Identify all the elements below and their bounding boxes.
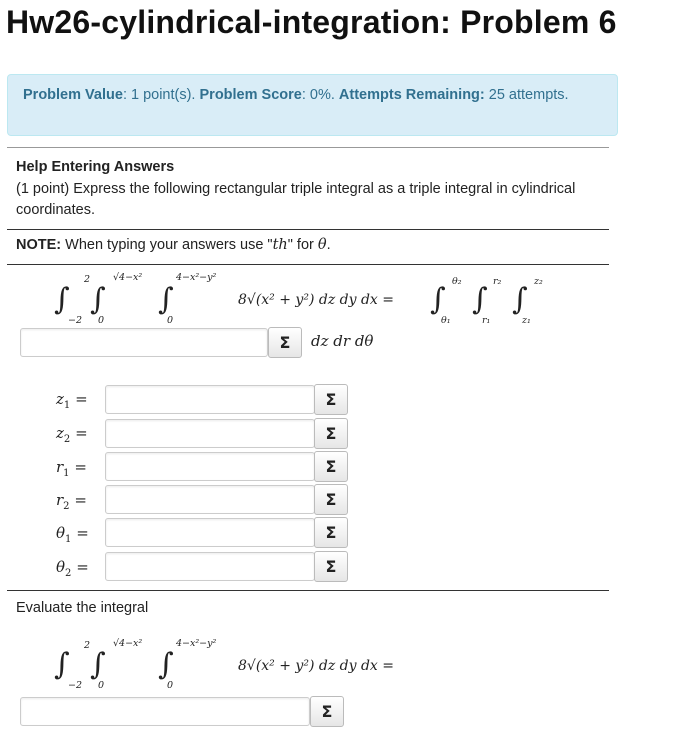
var-subscript: 1 <box>63 468 70 479</box>
integral-sign: ∫ <box>90 282 106 317</box>
integrand-answer-input[interactable] <box>20 328 268 357</box>
mid-upper-limit: √4−x² <box>113 638 143 649</box>
cyl-outer-lower-limit: θ₁ <box>441 315 451 326</box>
problem-info-box <box>7 74 618 136</box>
divider <box>7 147 609 148</box>
r2-label <box>56 491 100 512</box>
cyl-mid-lower-limit: r₁ <box>482 315 491 326</box>
divider <box>7 264 609 265</box>
var-subscript: 2 <box>65 568 72 579</box>
note-text: When typing your answers use " <box>61 237 273 253</box>
outer-lower-limit: −2 <box>68 315 83 326</box>
page-title: Hw26-cylindrical-integration: Problem 6 <box>6 4 617 40</box>
r2-equation-editor-button[interactable]: Σ <box>314 484 348 515</box>
integral-sign: ∫ <box>90 647 106 682</box>
integrand: 8√(x² + y²) dz dy dx = <box>238 292 395 308</box>
var-subscript: 1 <box>63 400 71 411</box>
r1-equation-editor-button[interactable]: Σ <box>314 451 348 482</box>
integral-sign: ∫ <box>158 282 174 317</box>
note-text: . <box>326 237 331 253</box>
theta1-input[interactable] <box>105 518 315 547</box>
inner-upper-limit: 4−x²−y² <box>176 638 217 649</box>
equals-sign: = <box>74 458 87 476</box>
z1-equation-editor-button[interactable]: Σ <box>314 384 348 415</box>
z2-equation-editor-button[interactable]: Σ <box>314 418 348 449</box>
equals-sign: = <box>74 491 87 509</box>
problem-score-label: Problem Score <box>199 87 302 103</box>
help-heading[interactable]: Help Entering Answers <box>16 159 175 175</box>
inner-upper-limit: 4−x²−y² <box>176 272 217 283</box>
theta2-input[interactable] <box>105 552 315 581</box>
note-text: " for <box>287 237 318 253</box>
outer-lower-limit: −2 <box>68 680 83 691</box>
var-symbol: r <box>56 491 64 509</box>
equals-sign: = <box>76 558 89 576</box>
z2-label <box>56 424 100 445</box>
equals-sign: = <box>76 524 89 542</box>
problem-prompt: (1 point) Express the following rectangular triple integral as a triple integral in cylindrical coordinates. <box>16 181 576 218</box>
z2-input[interactable] <box>105 419 315 448</box>
theta2-equation-editor-button[interactable]: Σ <box>314 551 348 582</box>
z1-input[interactable] <box>105 385 315 414</box>
theta2-label <box>56 558 100 579</box>
cyl-inner-lower-limit: z₁ <box>522 315 531 326</box>
outer-upper-limit: 2 <box>84 274 91 285</box>
var-symbol: r <box>56 458 64 476</box>
theta1-label <box>56 524 100 545</box>
integral-sign: ∫ <box>54 647 70 682</box>
integral-sign: ∫ <box>430 282 446 317</box>
var-subscript: 2 <box>63 434 71 445</box>
cyl-mid-upper-limit: r₂ <box>493 276 502 287</box>
var-subscript: 1 <box>65 534 72 545</box>
mid-lower-limit: 0 <box>98 315 105 326</box>
z1-label <box>56 390 100 411</box>
evaluate-equation-editor-button[interactable]: Σ <box>310 696 344 727</box>
var-symbol: z <box>56 390 64 408</box>
inner-lower-limit: 0 <box>167 680 174 691</box>
attempts-remaining-text: 25 attempts. <box>484 87 569 103</box>
integrand-suffix: dz dr dθ <box>311 332 374 350</box>
problem-value-text: : 1 point(s). <box>122 87 200 103</box>
note-line <box>16 235 331 256</box>
var-symbol: θ <box>56 558 66 576</box>
r2-input[interactable] <box>105 485 315 514</box>
divider <box>7 590 609 591</box>
mid-lower-limit: 0 <box>98 680 105 691</box>
equals-sign: = <box>75 390 88 408</box>
var-subscript: 2 <box>63 501 70 512</box>
evaluate-answer-input[interactable] <box>20 697 310 726</box>
inner-lower-limit: 0 <box>167 315 174 326</box>
integral-sign: ∫ <box>512 282 528 317</box>
var-symbol: θ <box>56 524 66 542</box>
problem-value-label: Problem Value <box>23 87 123 103</box>
attempts-remaining-label: Attempts Remaining: <box>338 87 485 103</box>
integrand: 8√(x² + y²) dz dy dx = <box>238 658 395 674</box>
note-code: th <box>272 237 288 253</box>
cyl-inner-upper-limit: z₂ <box>534 276 543 287</box>
theta1-equation-editor-button[interactable]: Σ <box>314 517 348 548</box>
integral-sign: ∫ <box>158 647 174 682</box>
evaluate-heading: Evaluate the integral <box>16 600 149 616</box>
equation-editor-button[interactable]: Σ <box>268 327 302 358</box>
equals-sign: = <box>75 424 88 442</box>
var-symbol: z <box>56 424 64 442</box>
divider <box>7 229 609 230</box>
problem-score-text: : 0%. <box>301 87 339 103</box>
r1-input[interactable] <box>105 452 315 481</box>
integral-sign: ∫ <box>472 282 488 317</box>
r1-label <box>56 458 100 479</box>
note-symbol: θ <box>317 237 327 253</box>
note-label: NOTE: <box>16 237 62 253</box>
mid-upper-limit: √4−x² <box>113 272 143 283</box>
cyl-outer-upper-limit: θ₂ <box>452 276 462 287</box>
outer-upper-limit: 2 <box>84 640 91 651</box>
integral-sign: ∫ <box>54 282 70 317</box>
